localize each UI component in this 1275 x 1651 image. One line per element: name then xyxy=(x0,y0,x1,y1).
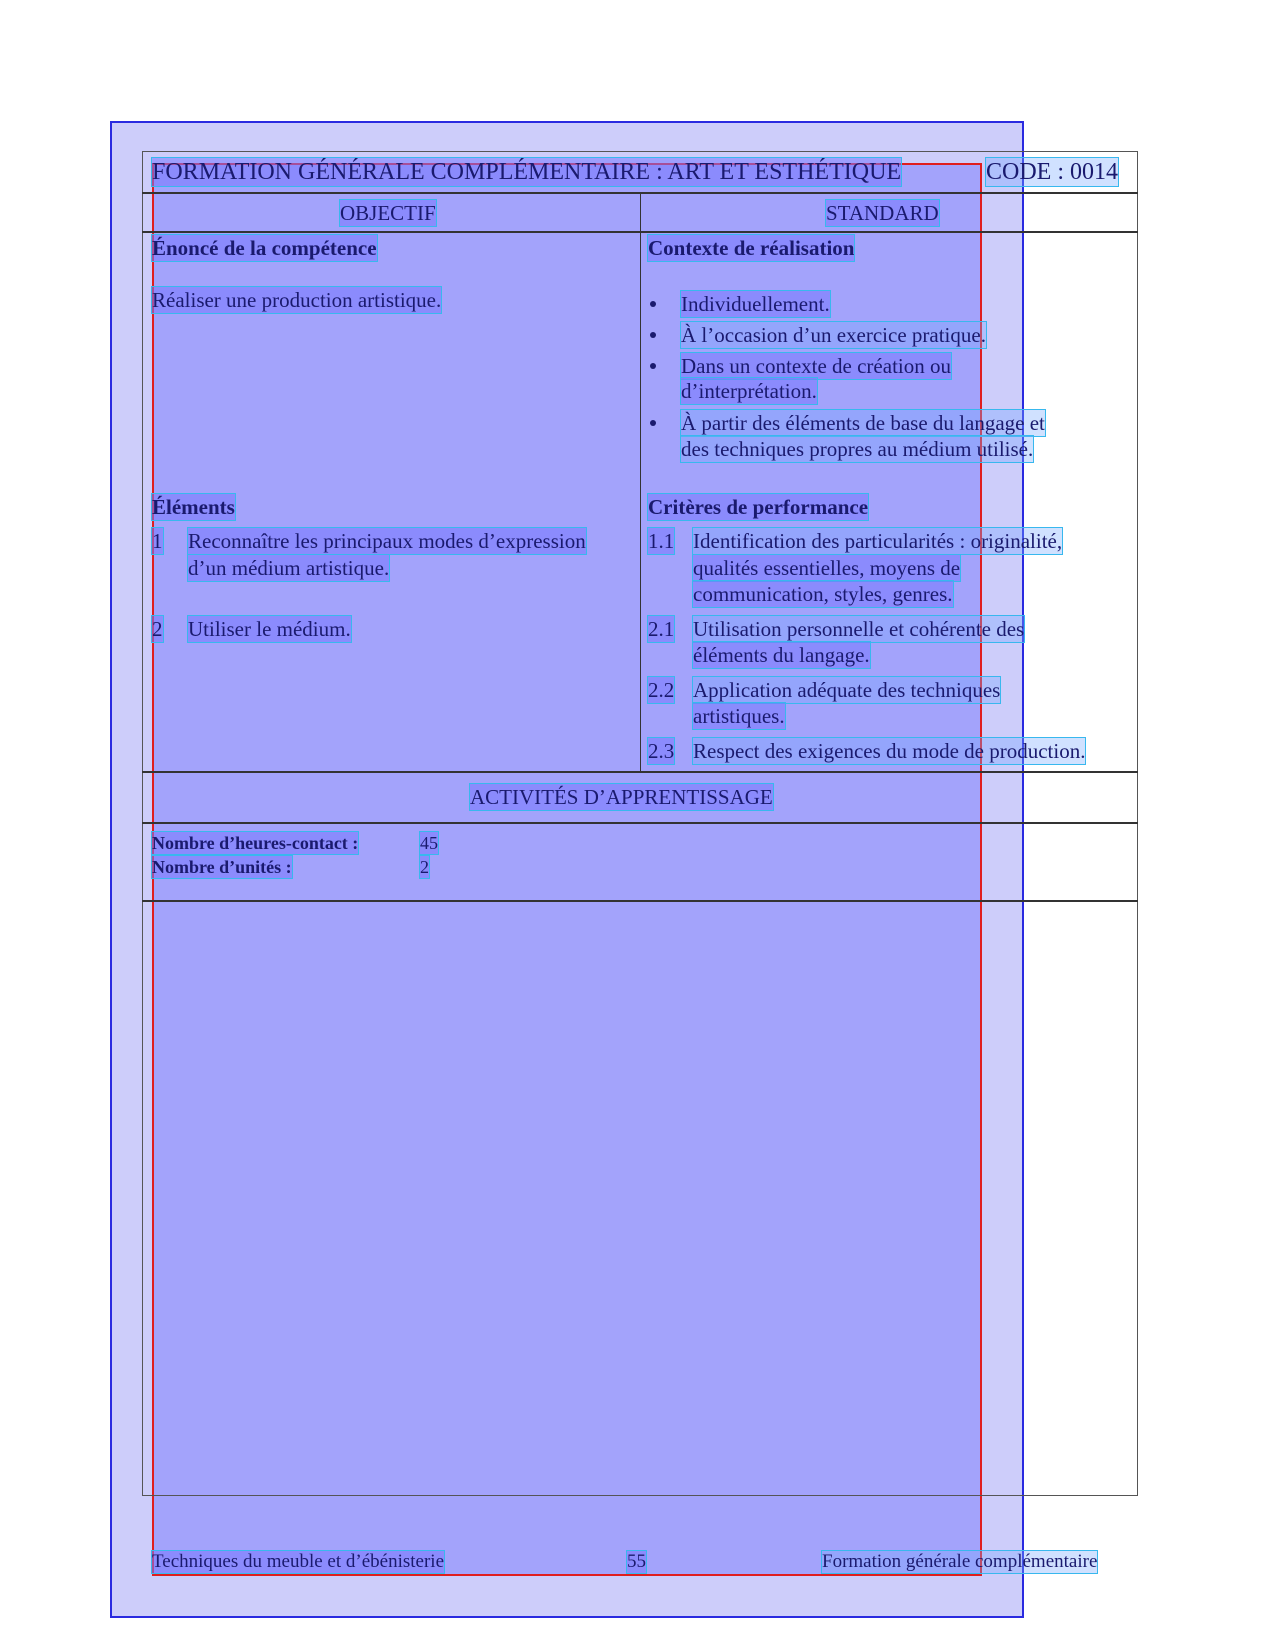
competence-heading: Énoncé de la compétence xyxy=(152,236,377,260)
element-1-line2: d’un médium artistique. xyxy=(188,556,390,580)
contexte-item-3-line1: Dans un contexte de création ou xyxy=(681,354,951,378)
contexte-heading: Contexte de réalisation xyxy=(648,236,855,260)
critere-2-1-line1: Utilisation personnelle et cohérente des xyxy=(693,617,1025,641)
footer-section: Formation générale complémentaire xyxy=(822,1551,1098,1572)
bullet-icon xyxy=(650,332,656,338)
critere-2-2-line2: artistiques. xyxy=(693,704,785,728)
element-1-line1: Reconnaître les principaux modes d’expression xyxy=(188,529,586,553)
element-1-number: 1 xyxy=(152,529,163,553)
column-divider xyxy=(640,193,641,771)
column-header-standard: STANDARD xyxy=(826,201,939,225)
activites-heading: ACTIVITÉS D’APPRENTISSAGE xyxy=(470,785,773,809)
column-header-objectif: OBJECTIF xyxy=(340,201,436,225)
critere-1-1-number: 1.1 xyxy=(648,529,675,553)
critere-1-1-line1: Identification des particularités : originalité, xyxy=(693,529,1063,553)
critere-2-2-line1: Application adéquate des techniques xyxy=(693,678,1001,702)
element-2-line1: Utiliser le médium. xyxy=(188,617,351,641)
critere-2-3-number: 2.3 xyxy=(648,739,675,763)
contexte-item-1: Individuellement. xyxy=(681,292,830,316)
critere-2-3-line1: Respect des exigences du mode de production. xyxy=(693,739,1086,763)
contexte-item-3-line2: d’interprétation. xyxy=(681,379,817,403)
heures-contact-value: 45 xyxy=(420,833,438,853)
elements-heading: Éléments xyxy=(152,495,235,519)
critere-1-1-line3: communication, styles, genres. xyxy=(693,582,953,606)
criteres-heading: Critères de performance xyxy=(648,495,869,519)
contexte-item-2: À l’occasion d’un exercice pratique. xyxy=(681,323,986,347)
divider-activities-top xyxy=(142,771,1138,773)
element-2-number: 2 xyxy=(152,617,163,641)
bullet-icon xyxy=(650,420,656,426)
contexte-item-4-line2: des techniques propres au médium utilisé. xyxy=(681,437,1034,461)
footer-program: Techniques du meuble et d’ébénisterie xyxy=(152,1551,445,1572)
critere-2-2-number: 2.2 xyxy=(648,678,675,702)
critere-2-1-line2: éléments du langage. xyxy=(693,643,870,667)
document-title: FORMATION GÉNÉRALE COMPLÉMENTAIRE : ART ET ESTHÉTIQUE xyxy=(152,159,902,185)
contexte-item-4-line1: À partir des éléments de base du langage et xyxy=(681,411,1045,435)
competence-text: Réaliser une production artistique. xyxy=(152,288,442,312)
bullet-icon xyxy=(650,363,656,369)
unites-value: 2 xyxy=(420,857,429,877)
divider-activities-bottom xyxy=(142,822,1138,824)
bullet-icon xyxy=(650,301,656,307)
unites-label: Nombre d’unités : xyxy=(152,857,292,877)
footer-page-number: 55 xyxy=(627,1551,646,1572)
critere-1-1-line2: qualités essentielles, moyens de xyxy=(693,556,961,580)
course-code: CODE : 0014 xyxy=(986,159,1118,185)
critere-2-1-number: 2.1 xyxy=(648,617,675,641)
heures-contact-label: Nombre d’heures-contact : xyxy=(152,833,359,853)
divider-hours xyxy=(142,900,1138,902)
